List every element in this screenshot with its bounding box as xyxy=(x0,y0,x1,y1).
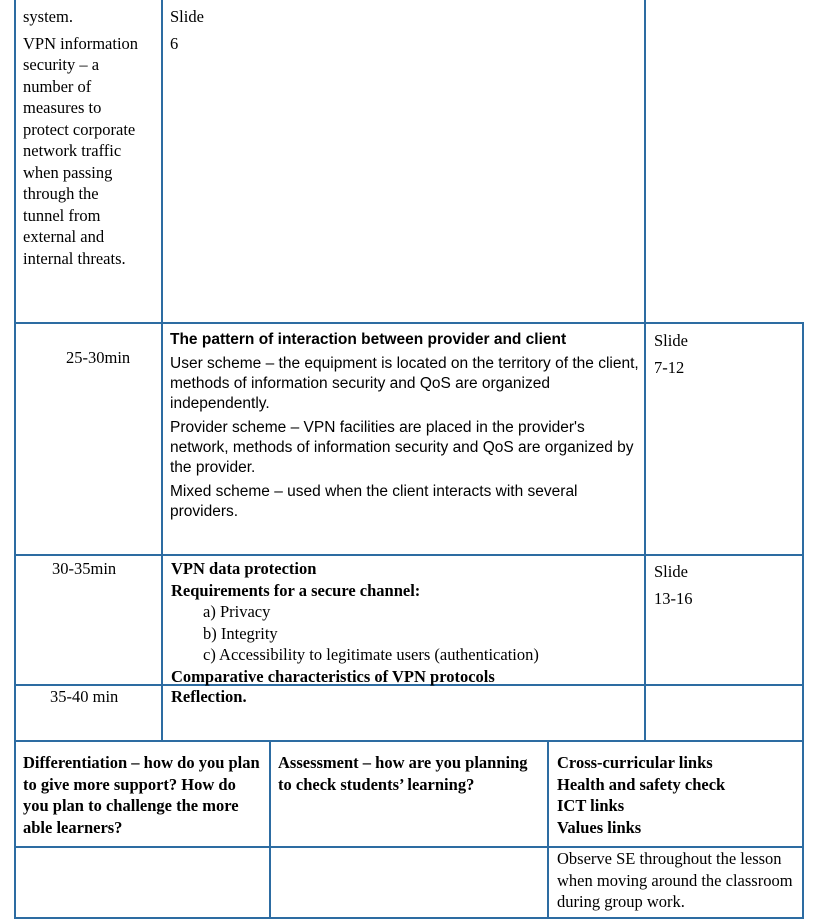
observation-cell: Observe SE throughout the lesson when moving around the classroom during group work. xyxy=(557,849,793,911)
activity-heading: The pattern of interaction between provider and client xyxy=(170,331,567,348)
time-cell: 25-30min xyxy=(66,348,131,367)
cross-curricular-line: Health and safety check xyxy=(557,774,726,794)
content-line: number of xyxy=(23,76,92,96)
resource-line: Slide xyxy=(170,7,204,26)
activity-paragraph: User scheme – the equipment is located on the territory of the client, methods of information security and QoS are organized independently. xyxy=(170,355,639,412)
grid-line xyxy=(14,322,16,919)
content-line: when passing xyxy=(23,162,113,182)
content-line: external and xyxy=(23,227,105,246)
grid-line xyxy=(269,740,271,919)
resource-line: Slide xyxy=(654,331,688,350)
grid-line xyxy=(14,740,803,742)
resource-line: 6 xyxy=(170,33,179,53)
time-cell: 35-40 min xyxy=(50,687,119,706)
resource-cell xyxy=(654,330,794,378)
resource-line: Slide xyxy=(654,562,688,581)
content-line: internal threats. xyxy=(23,248,126,268)
content-line: VPN information xyxy=(23,33,139,53)
cross-curricular-header xyxy=(557,752,797,838)
activity-heading: VPN data protection xyxy=(171,559,317,578)
grid-line xyxy=(14,322,803,324)
cross-curricular-line: Values links xyxy=(557,817,642,837)
activity-subheading: Requirements for a secure channel: xyxy=(171,580,421,600)
list-item: c) Accessibility to legitimate users (authentication) xyxy=(203,645,539,664)
grid-line xyxy=(14,554,803,556)
activity-heading: Reflection. xyxy=(171,687,247,706)
time-cell: 30-35min xyxy=(52,559,117,578)
activity-paragraph: Provider scheme – VPN facilities are placed in the provider's network, methods of information security and QoS are organized by the provider. xyxy=(170,419,634,476)
content-line: tunnel from xyxy=(23,205,101,225)
cross-curricular-line: Cross-curricular links xyxy=(557,753,713,772)
grid-line xyxy=(547,740,549,919)
content-line: protect corporate xyxy=(23,119,136,139)
grid-line xyxy=(14,917,803,919)
assessment-header: Assessment – how are you planning to check students’ learning? xyxy=(278,753,528,794)
top-resource-cell xyxy=(170,6,270,54)
activity-cell xyxy=(171,558,643,687)
list-item: a) Privacy xyxy=(203,602,271,621)
resource-line: 13-16 xyxy=(654,588,693,608)
activity-footer: Comparative characteristics of VPN protocols xyxy=(171,666,495,686)
content-line: measures to xyxy=(23,98,102,117)
grid-line xyxy=(644,0,646,741)
top-content-cell xyxy=(23,6,159,269)
content-line: through the xyxy=(23,184,99,203)
content-line: system. xyxy=(23,7,73,26)
grid-line xyxy=(14,0,16,322)
list-item: b) Integrity xyxy=(203,623,278,643)
grid-line xyxy=(802,322,804,919)
differentiation-header: Differentiation – how do you plan to give more support? How do you plan to challenge the more able learners? xyxy=(23,753,260,837)
activity-cell xyxy=(170,330,642,522)
activity-paragraph: Mixed scheme – used when the client interacts with several providers. xyxy=(170,483,578,520)
content-line: security – a xyxy=(23,55,100,74)
resource-line: 7-12 xyxy=(654,357,685,377)
requirements-list xyxy=(171,601,643,666)
grid-line xyxy=(161,0,163,741)
content-line: network traffic xyxy=(23,141,122,160)
cross-curricular-line: ICT links xyxy=(557,796,625,815)
resource-cell xyxy=(654,561,794,609)
